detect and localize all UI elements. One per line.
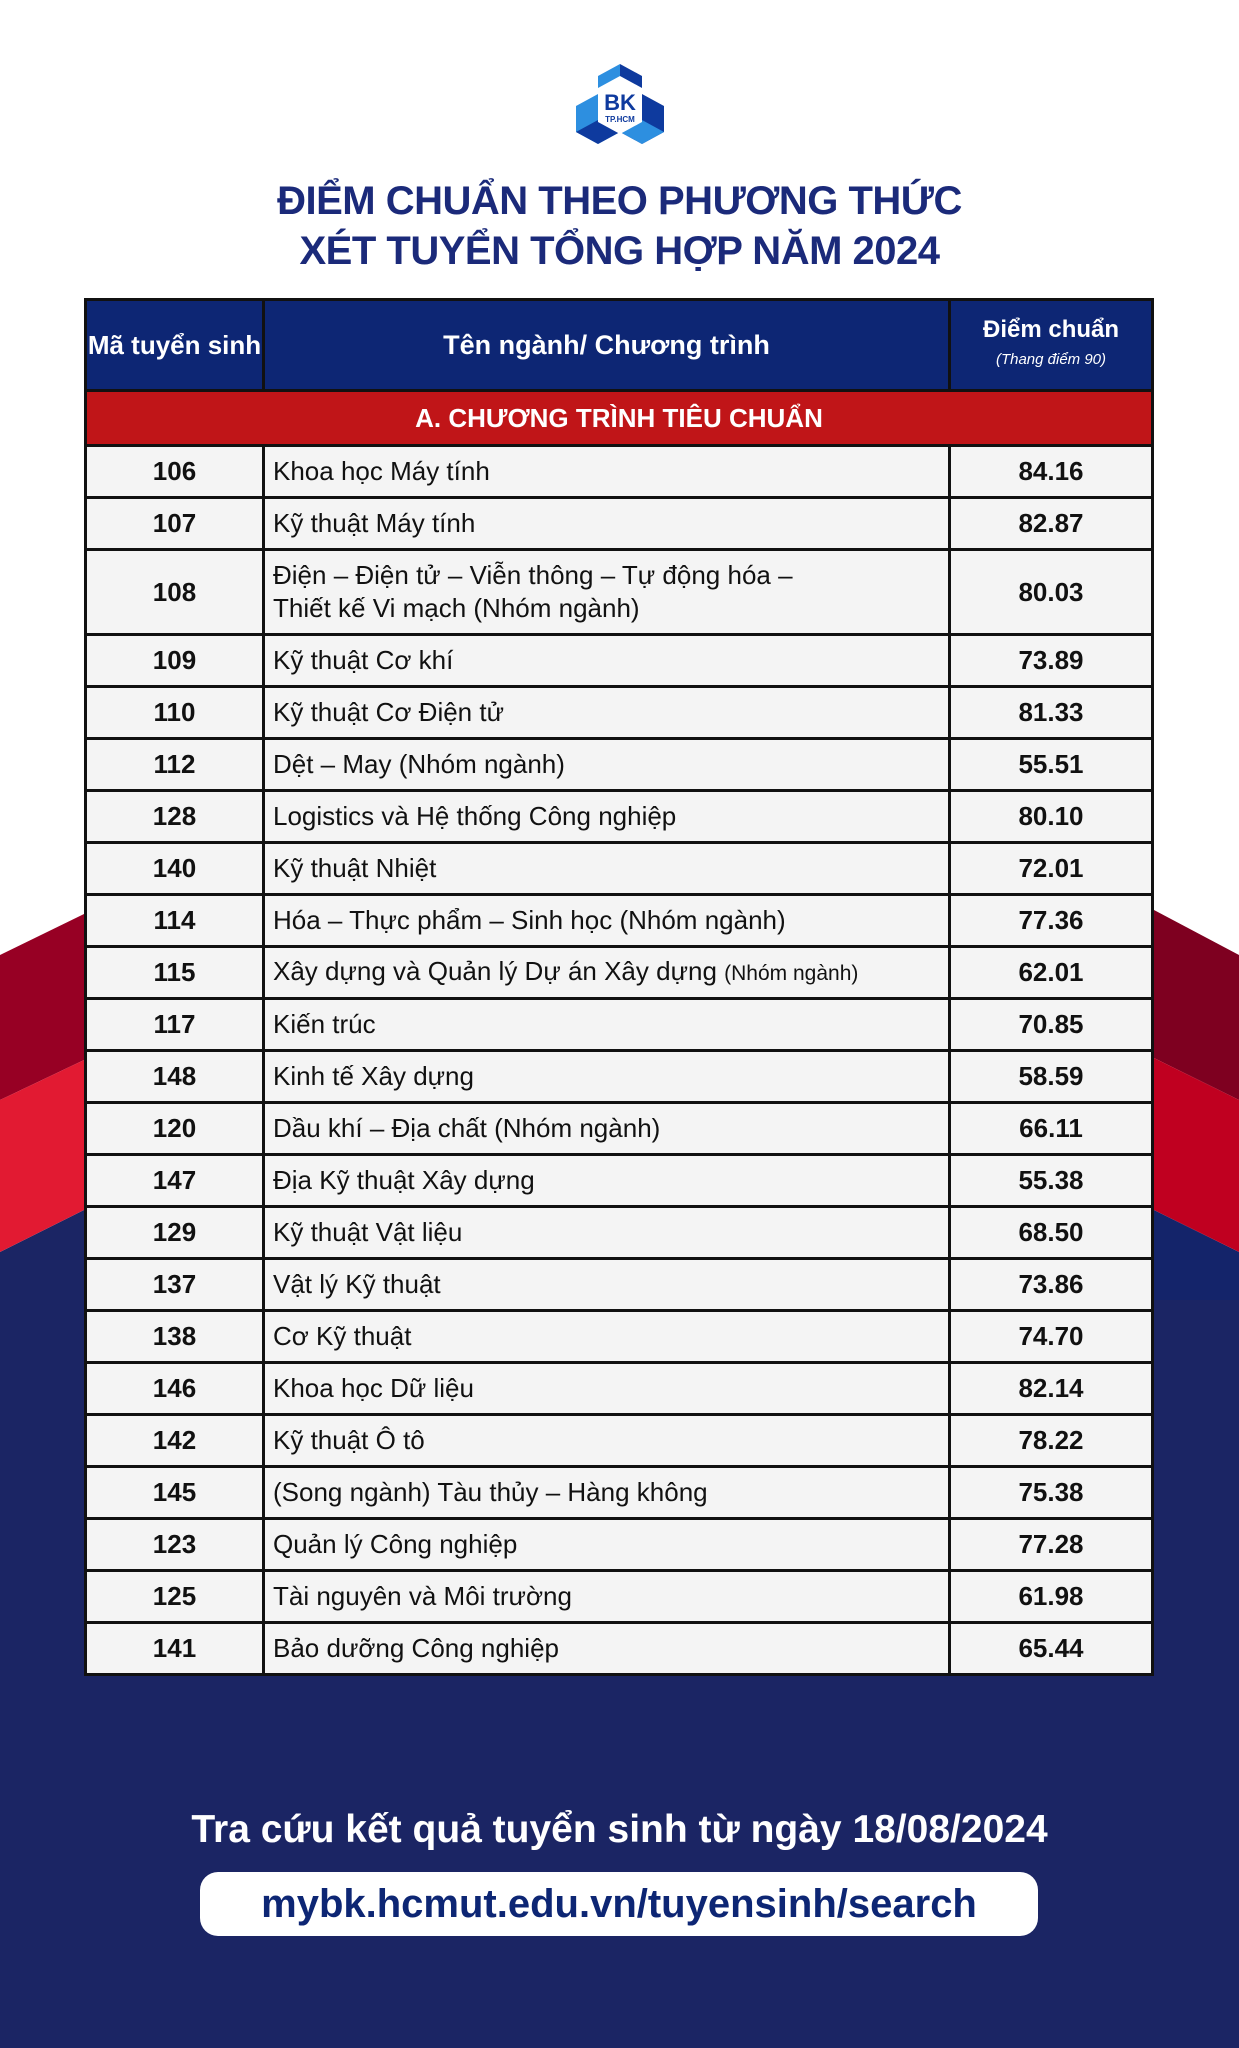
lookup-url-link[interactable]: mybk.hcmut.edu.vn/tuyensinh/search [200,1872,1038,1936]
section-row [86,391,1153,446]
table-row [86,1155,1153,1207]
row-code: 148 [86,1051,264,1103]
header-score [950,300,1153,391]
row-score: 80.03 [950,550,1153,635]
row-code: 147 [86,1155,264,1207]
row-name: Khoa học Dữ liệu [264,1363,950,1415]
row-score: 65.44 [950,1623,1153,1675]
table-row [86,446,1153,498]
row-name: Quản lý Công nghiệp [264,1519,950,1571]
row-name: Vật lý Kỹ thuật [264,1259,950,1311]
row-code: 138 [86,1311,264,1363]
row-name [264,550,950,635]
row-score: 72.01 [950,843,1153,895]
row-code: 114 [86,895,264,947]
row-score: 82.14 [950,1363,1153,1415]
row-score: 75.38 [950,1467,1153,1519]
row-code: 107 [86,498,264,550]
row-code: 128 [86,791,264,843]
title-line-1: ĐIỂM CHUẨN THEO PHƯƠNG THỨC [277,179,962,223]
row-score: 58.59 [950,1051,1153,1103]
row-code: 142 [86,1415,264,1467]
table-row [86,1259,1153,1311]
row-name: Khoa học Máy tính [264,446,950,498]
row-score: 77.28 [950,1519,1153,1571]
table-row [86,687,1153,739]
row-name: (Song ngành) Tàu thủy – Hàng không [264,1467,950,1519]
section-title: A. CHƯƠNG TRÌNH TIÊU CHUẨN [86,391,1153,446]
row-code: 120 [86,1103,264,1155]
title-line-2: XÉT TUYỂN TỔNG HỢP NĂM 2024 [299,229,940,273]
row-name: Kỹ thuật Nhiệt [264,843,950,895]
table-row [86,999,1153,1051]
row-name: Hóa – Thực phẩm – Sinh học (Nhóm ngành) [264,895,950,947]
table-row [86,739,1153,791]
row-code: 141 [86,1623,264,1675]
row-code: 129 [86,1207,264,1259]
row-name-line-2: Thiết kế Vi mạch (Nhóm ngành) [273,593,640,623]
row-code: 109 [86,635,264,687]
row-score: 74.70 [950,1311,1153,1363]
row-score: 81.33 [950,687,1153,739]
table-row [86,1415,1153,1467]
table-row [86,635,1153,687]
table-row [86,1467,1153,1519]
row-name: Kỹ thuật Vật liệu [264,1207,950,1259]
row-code: 140 [86,843,264,895]
row-score: 73.86 [950,1259,1153,1311]
row-score: 61.98 [950,1571,1153,1623]
row-score: 55.51 [950,739,1153,791]
table-row [86,1363,1153,1415]
row-name: Cơ Kỹ thuật [264,1311,950,1363]
row-name: Tài nguyên và Môi trường [264,1571,950,1623]
row-name: Logistics và Hệ thống Công nghiệp [264,791,950,843]
page-title [0,176,1239,276]
table-row [86,498,1153,550]
row-score: 73.89 [950,635,1153,687]
row-name: Kinh tế Xây dựng [264,1051,950,1103]
table-row [86,1207,1153,1259]
bk-hcmut-logo-icon [570,62,670,160]
row-name: Kỹ thuật Máy tính [264,498,950,550]
table-row [86,1571,1153,1623]
row-code: 112 [86,739,264,791]
row-score: 70.85 [950,999,1153,1051]
row-code: 146 [86,1363,264,1415]
table-row [86,843,1153,895]
row-name-suffix: (Nhóm ngành) [724,962,859,985]
svg-text:TP.HCM: TP.HCM [605,115,635,124]
admission-scores-table [84,298,1154,1676]
row-code: 125 [86,1571,264,1623]
row-score: 82.87 [950,498,1153,550]
row-score: 55.38 [950,1155,1153,1207]
row-code: 123 [86,1519,264,1571]
row-score: 80.10 [950,791,1153,843]
row-code: 106 [86,446,264,498]
row-name [264,947,950,999]
row-code: 145 [86,1467,264,1519]
row-score: 62.01 [950,947,1153,999]
row-code: 117 [86,999,264,1051]
row-code: 115 [86,947,264,999]
row-name: Địa Kỹ thuật Xây dựng [264,1155,950,1207]
header-name: Tên ngành/ Chương trình [264,300,950,391]
row-name: Bảo dưỡng Công nghiệp [264,1623,950,1675]
table-row [86,1311,1153,1363]
row-name: Kiến trúc [264,999,950,1051]
table-row [86,791,1153,843]
table-row [86,1623,1153,1675]
row-score: 68.50 [950,1207,1153,1259]
row-code: 108 [86,550,264,635]
row-name: Kỹ thuật Cơ khí [264,635,950,687]
table-row [86,1051,1153,1103]
header-code: Mã tuyển sinh [86,300,264,391]
row-code: 110 [86,687,264,739]
row-score: 77.36 [950,895,1153,947]
row-score: 78.22 [950,1415,1153,1467]
header-score-note: (Thang điểm 90) [995,351,1107,368]
table-row [86,1519,1153,1571]
row-score: 84.16 [950,446,1153,498]
row-code: 137 [86,1259,264,1311]
table-row [86,895,1153,947]
row-name-line-1: Điện – Điện tử – Viễn thông – Tự động hóa – [273,560,793,590]
row-name: Dệt – May (Nhóm ngành) [264,739,950,791]
row-name: Kỹ thuật Cơ Điện tử [264,687,950,739]
row-name-main: Xây dựng và Quản lý Dự án Xây dựng [273,956,717,986]
row-name: Kỹ thuật Ô tô [264,1415,950,1467]
header-score-label: Điểm chuẩn [982,316,1120,343]
row-score: 66.11 [950,1103,1153,1155]
table-header-row [86,300,1153,391]
row-name: Dầu khí – Địa chất (Nhóm ngành) [264,1103,950,1155]
lookup-date-notice: Tra cứu kết quả tuyển sinh từ ngày 18/08/2024 [191,1808,1048,1851]
svg-text:BK: BK [604,90,636,115]
table-row [86,550,1153,635]
table-row [86,947,1153,999]
table-row [86,1103,1153,1155]
